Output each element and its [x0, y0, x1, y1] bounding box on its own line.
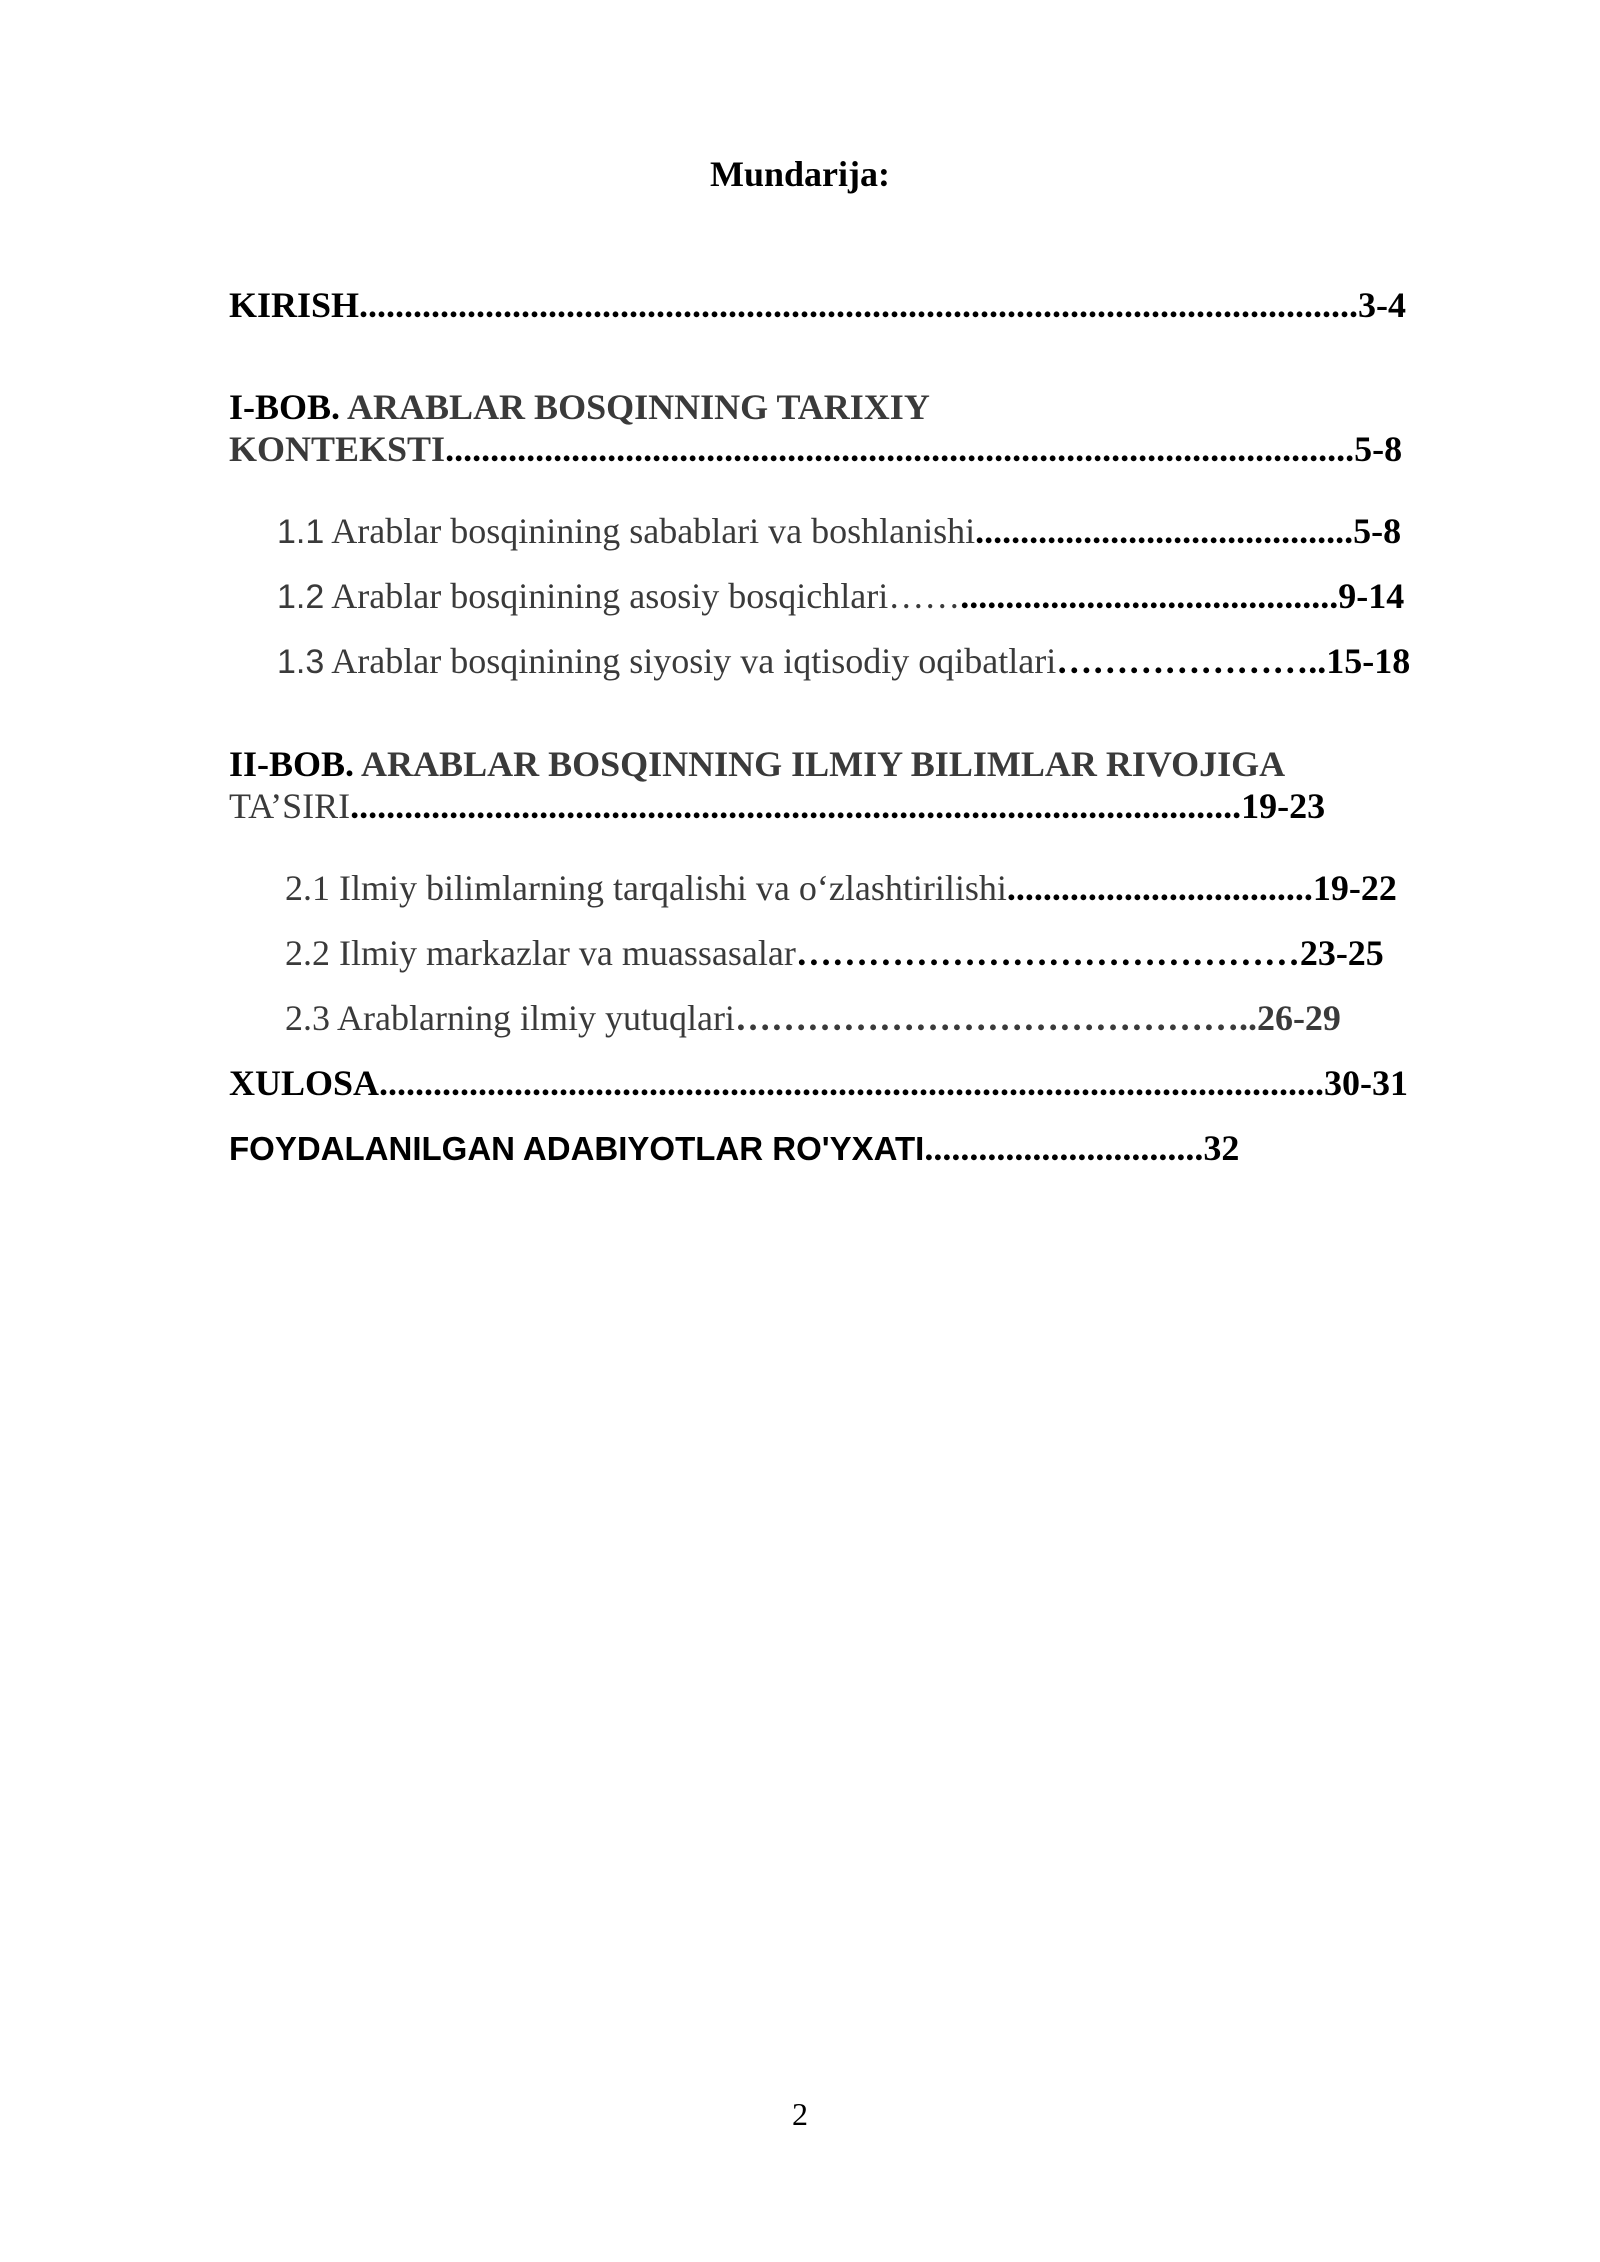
toc-pages: 30-31	[1324, 1063, 1409, 1103]
toc-item-number: 2.1	[285, 868, 330, 908]
toc-item-2-2[interactable]	[285, 931, 1384, 975]
toc-item-number: 1.2	[277, 578, 325, 616]
toc-pages: 19-22	[1312, 868, 1397, 908]
toc-chapter-title-cont: KONTEKSTI	[229, 429, 446, 469]
toc-pages: 15-18	[1326, 641, 1411, 681]
toc-item-2-3[interactable]	[285, 996, 1341, 1040]
toc-item-1-2[interactable]	[277, 574, 1404, 619]
toc-label: FOYDALANILGAN ADABIYOTLAR RO'YXATI	[229, 1130, 925, 1167]
toc-item-number: 1.1	[277, 513, 325, 551]
toc-pages: 26-29	[1256, 998, 1341, 1038]
toc-dots: ..........................................	[975, 511, 1354, 551]
toc-entry-kirish[interactable]	[229, 283, 1406, 327]
toc-dots: ..........................................	[960, 576, 1339, 616]
toc-dots: …………………..	[1056, 641, 1327, 681]
toc-chapter-title: ARABLAR BOSQINNING ILMIY BILIMLAR RIVOJIGA	[354, 744, 1286, 784]
toc-item-number: 2.3	[285, 998, 330, 1038]
toc-dots: ……………………………………..	[734, 998, 1257, 1038]
toc-item-number: 2.2	[285, 933, 330, 973]
toc-chapter-prefix: I-BOB.	[229, 387, 341, 427]
toc-dots: .........................................................................................................	[379, 1063, 1325, 1103]
toc-entry-bob1-line1[interactable]	[229, 385, 930, 429]
toc-dots: ..................................	[1006, 868, 1313, 908]
toc-dots: ……………………………………	[795, 933, 1300, 973]
toc-entry-xulosa[interactable]	[229, 1061, 1408, 1105]
toc-dots: ...............................................................................................................	[359, 285, 1359, 325]
toc-pages: 5-8	[1354, 429, 1403, 469]
toc-chapter-prefix: II-BOB.	[229, 744, 355, 784]
toc-chapter-title-cont: TA’SIRI	[229, 786, 351, 826]
toc-item-label: Arablar bosqinining siyosiy va iqtisodiy oqibatlari	[324, 641, 1057, 681]
toc-item-1-3[interactable]	[277, 639, 1410, 684]
toc-dots: ...................................................................................................	[350, 786, 1242, 826]
page-title: Mundarija:	[710, 154, 890, 194]
toc-pages: 32	[1203, 1128, 1240, 1168]
toc-label: KIRISH	[229, 285, 360, 325]
toc-chapter-title: ARABLAR BOSQINNING TARIXIY	[340, 387, 930, 427]
toc-label: XULOSA	[229, 1063, 380, 1103]
toc-item-number: 1.3	[277, 643, 325, 681]
toc-item-label: Arablarning ilmiy yutuqlari	[330, 998, 735, 1038]
toc-entry-adabiyotlar[interactable]	[229, 1126, 1239, 1171]
toc-dots: ...............................	[924, 1128, 1204, 1168]
toc-pages: 9-14	[1338, 576, 1405, 616]
toc-item-2-1[interactable]	[285, 866, 1397, 910]
toc-pages: 3-4	[1358, 285, 1407, 325]
toc-entry-bob1-line2[interactable]	[229, 427, 1402, 471]
toc-pages: 19-23	[1241, 786, 1326, 826]
toc-entry-bob2-line1[interactable]	[229, 742, 1285, 786]
toc-item-label: Arablar bosqinining sabablari va boshlanishi	[324, 511, 976, 551]
toc-ellipsis: ……	[888, 576, 961, 616]
toc-dots: .....................................................................................................	[445, 429, 1355, 469]
toc-entry-bob2-line2[interactable]	[229, 784, 1325, 828]
toc-pages: 23-25	[1299, 933, 1384, 973]
toc-item-label: Arablar bosqinining asosiy bosqichlari	[324, 576, 889, 616]
toc-item-label: Ilmiy markazlar va muassasalar	[330, 933, 796, 973]
toc-pages: 5-8	[1353, 511, 1402, 551]
toc-item-1-1[interactable]	[277, 509, 1401, 554]
page-number: 2	[792, 2096, 808, 2132]
toc-item-label: Ilmiy bilimlarning tarqalishi va o‘zlashtirilishi	[330, 868, 1007, 908]
